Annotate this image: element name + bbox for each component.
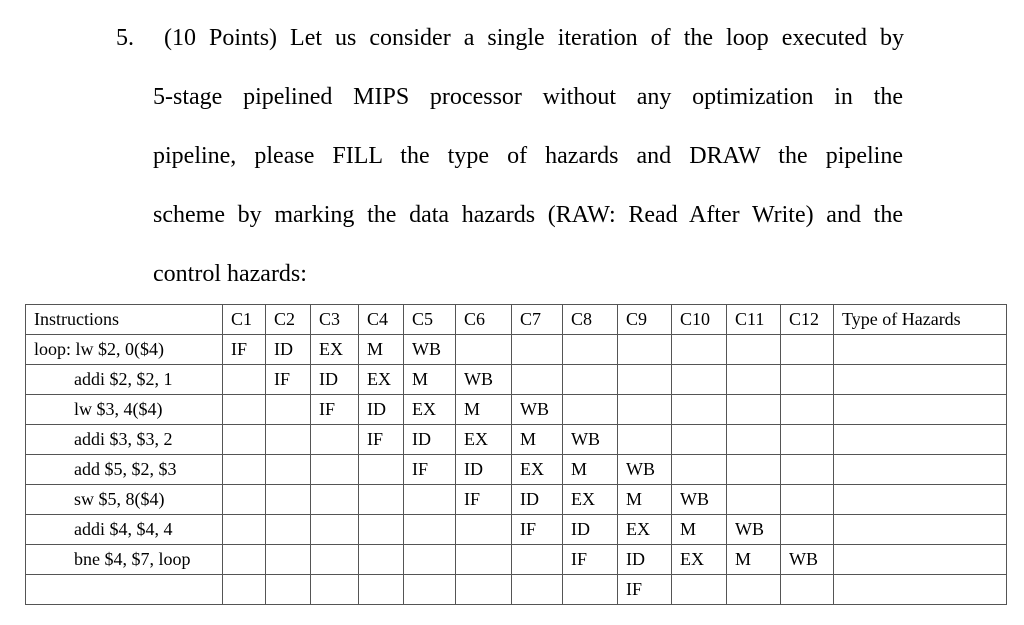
stage-cell: M: [512, 425, 563, 455]
stage-cell: WB: [563, 425, 618, 455]
hazard-cell[interactable]: [834, 545, 1007, 575]
stage-cell: IF: [223, 335, 266, 365]
hazard-cell[interactable]: [834, 575, 1007, 605]
header-cycle: C2: [266, 305, 311, 335]
stage-cell: [781, 335, 834, 365]
stage-cell: [781, 455, 834, 485]
stage-cell: [456, 335, 512, 365]
hazard-cell[interactable]: [834, 395, 1007, 425]
stage-cell: [781, 515, 834, 545]
pipeline-table: [25, 304, 1007, 605]
stage-cell: [727, 425, 781, 455]
table-row: [26, 485, 1007, 515]
header-cycle: C7: [512, 305, 563, 335]
header-cycle: C4: [359, 305, 404, 335]
stage-cell: [223, 455, 266, 485]
stage-cell: [266, 485, 311, 515]
stage-cell: [223, 395, 266, 425]
table-row: [26, 335, 1007, 365]
table-row: [26, 395, 1007, 425]
instruction-cell: [26, 575, 223, 605]
stage-cell: [404, 515, 456, 545]
instruction-cell: addi $4, $4, 4: [26, 515, 223, 545]
stage-cell: [512, 545, 563, 575]
stage-cell: [404, 485, 456, 515]
hazard-cell[interactable]: [834, 515, 1007, 545]
header-cycle: C9: [618, 305, 672, 335]
stage-cell: [618, 425, 672, 455]
stage-cell: M: [404, 365, 456, 395]
stage-cell: [727, 455, 781, 485]
stage-cell: WB: [512, 395, 563, 425]
header-cycle: C1: [223, 305, 266, 335]
header-cycle: C5: [404, 305, 456, 335]
stage-cell: WB: [672, 485, 727, 515]
stage-cell: [618, 335, 672, 365]
stage-cell: [781, 365, 834, 395]
stage-cell: [223, 515, 266, 545]
instruction-cell: lw $3, 4($4): [26, 395, 223, 425]
stage-cell: [672, 335, 727, 365]
header-cycle: C12: [781, 305, 834, 335]
stage-cell: [311, 575, 359, 605]
header-cycle: C8: [563, 305, 618, 335]
stage-cell: WB: [727, 515, 781, 545]
stage-cell: [311, 485, 359, 515]
instruction-cell: addi $3, $3, 2: [26, 425, 223, 455]
instruction-cell: addi $2, $2, 1: [26, 365, 223, 395]
stage-cell: [404, 575, 456, 605]
stage-cell: [618, 365, 672, 395]
table-row: [26, 455, 1007, 485]
stage-cell: [404, 545, 456, 575]
stage-cell: [563, 575, 618, 605]
stage-cell: [781, 425, 834, 455]
stage-cell: IF: [311, 395, 359, 425]
stage-cell: M: [727, 545, 781, 575]
header-cycle: C10: [672, 305, 727, 335]
header-cycle: C3: [311, 305, 359, 335]
table-row: [26, 425, 1007, 455]
hazard-cell[interactable]: [834, 365, 1007, 395]
stage-cell: ID: [512, 485, 563, 515]
stage-cell: [727, 575, 781, 605]
stage-cell: IF: [404, 455, 456, 485]
stage-cell: [223, 485, 266, 515]
stage-cell: [266, 575, 311, 605]
table-row: [26, 545, 1007, 575]
stage-cell: [223, 425, 266, 455]
stage-cell: ID: [311, 365, 359, 395]
hazard-cell[interactable]: [834, 455, 1007, 485]
stage-cell: [223, 545, 266, 575]
stage-cell: [727, 395, 781, 425]
header-cycle: C11: [727, 305, 781, 335]
table-row: [26, 575, 1007, 605]
stage-cell: ID: [563, 515, 618, 545]
stage-cell: [359, 455, 404, 485]
stage-cell: [672, 365, 727, 395]
stage-cell: [563, 335, 618, 365]
stage-cell: [359, 485, 404, 515]
hazard-cell[interactable]: [834, 335, 1007, 365]
stage-cell: ID: [359, 395, 404, 425]
stage-cell: ID: [618, 545, 672, 575]
stage-cell: [223, 575, 266, 605]
stage-cell: M: [563, 455, 618, 485]
stage-cell: [456, 575, 512, 605]
header-row: [26, 305, 1007, 335]
stage-cell: [266, 395, 311, 425]
stage-cell: [512, 335, 563, 365]
stage-cell: [672, 575, 727, 605]
question-line: (10 Points) Let us consider a single iteration of the loop executed by: [164, 25, 904, 51]
stage-cell: EX: [404, 395, 456, 425]
stage-cell: [618, 395, 672, 425]
question-line: control hazards:: [153, 261, 307, 287]
stage-cell: M: [359, 335, 404, 365]
stage-cell: [727, 365, 781, 395]
stage-cell: [311, 425, 359, 455]
stage-cell: [456, 515, 512, 545]
question-line: pipeline, please FILL the type of hazards and DRAW the pipeline: [153, 143, 903, 169]
stage-cell: [456, 545, 512, 575]
stage-cell: [781, 395, 834, 425]
stage-cell: WB: [781, 545, 834, 575]
question-block: [0, 0, 1024, 300]
stage-cell: EX: [618, 515, 672, 545]
stage-cell: EX: [359, 365, 404, 395]
stage-cell: [266, 425, 311, 455]
header-type-of-hazards: Type of Hazards: [834, 305, 1007, 335]
stage-cell: IF: [563, 545, 618, 575]
stage-cell: ID: [266, 335, 311, 365]
stage-cell: M: [456, 395, 512, 425]
table-row: [26, 515, 1007, 545]
stage-cell: [311, 455, 359, 485]
stage-cell: EX: [311, 335, 359, 365]
stage-cell: [266, 545, 311, 575]
stage-cell: [781, 575, 834, 605]
stage-cell: [563, 395, 618, 425]
stage-cell: IF: [512, 515, 563, 545]
stage-cell: EX: [563, 485, 618, 515]
stage-cell: [311, 545, 359, 575]
stage-cell: WB: [456, 365, 512, 395]
stage-cell: IF: [618, 575, 672, 605]
question-number: 5.: [116, 25, 134, 51]
stage-cell: [359, 575, 404, 605]
stage-cell: [672, 425, 727, 455]
stage-cell: [781, 485, 834, 515]
instruction-cell: bne $4, $7, loop: [26, 545, 223, 575]
stage-cell: M: [618, 485, 672, 515]
stage-cell: WB: [618, 455, 672, 485]
stage-cell: IF: [456, 485, 512, 515]
stage-cell: EX: [456, 425, 512, 455]
stage-cell: ID: [404, 425, 456, 455]
stage-cell: [266, 455, 311, 485]
stage-cell: ID: [456, 455, 512, 485]
stage-cell: [727, 335, 781, 365]
stage-cell: [512, 365, 563, 395]
stage-cell: [672, 395, 727, 425]
question-line: 5-stage pipelined MIPS processor without any optimization in the: [153, 84, 903, 110]
header-instructions: Instructions: [26, 305, 223, 335]
instruction-cell: add $5, $2, $3: [26, 455, 223, 485]
stage-cell: M: [672, 515, 727, 545]
stage-cell: [359, 545, 404, 575]
stage-cell: EX: [672, 545, 727, 575]
hazard-cell[interactable]: [834, 485, 1007, 515]
stage-cell: [359, 515, 404, 545]
stage-cell: IF: [266, 365, 311, 395]
instruction-cell: sw $5, 8($4): [26, 485, 223, 515]
table-row: [26, 365, 1007, 395]
table-body: [26, 335, 1007, 605]
table-header: [26, 305, 1007, 335]
stage-cell: [727, 485, 781, 515]
stage-cell: [672, 455, 727, 485]
stage-cell: [311, 515, 359, 545]
question-line: scheme by marking the data hazards (RAW: Read After Write) and the: [153, 202, 903, 228]
stage-cell: WB: [404, 335, 456, 365]
stage-cell: [563, 365, 618, 395]
stage-cell: [223, 365, 266, 395]
instruction-cell: loop: lw $2, 0($4): [26, 335, 223, 365]
stage-cell: [512, 575, 563, 605]
header-cycle: C6: [456, 305, 512, 335]
hazard-cell[interactable]: [834, 425, 1007, 455]
stage-cell: IF: [359, 425, 404, 455]
stage-cell: EX: [512, 455, 563, 485]
stage-cell: [266, 515, 311, 545]
